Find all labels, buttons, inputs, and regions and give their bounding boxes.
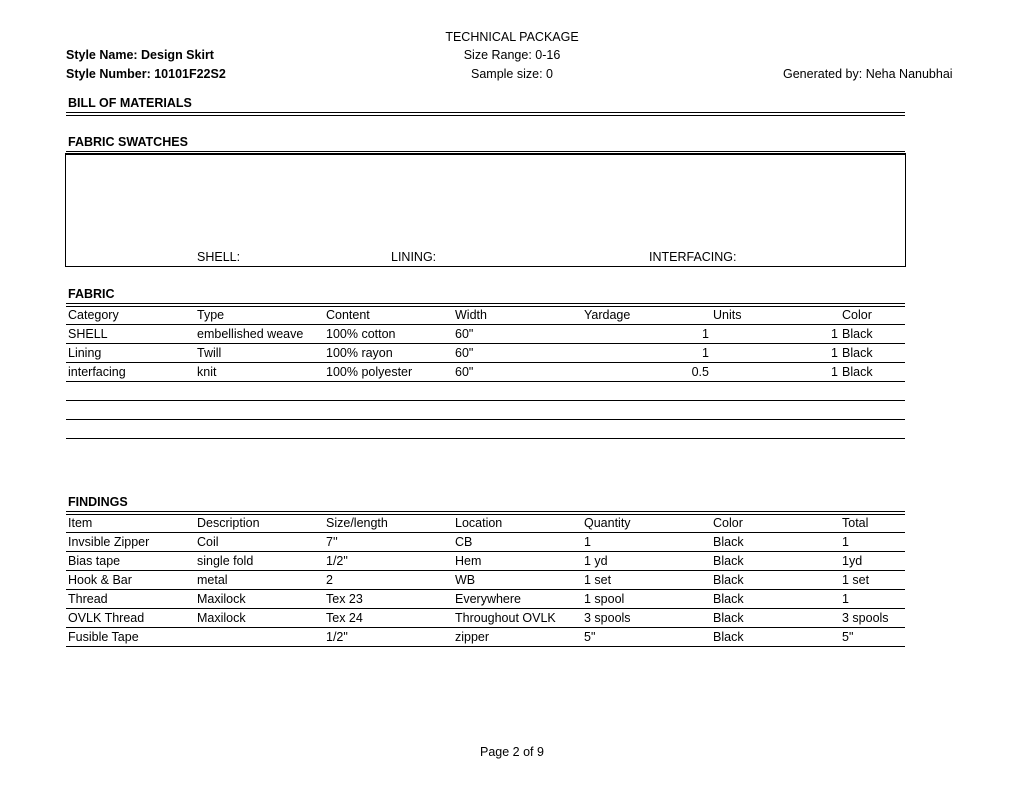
cell-category: interfacing — [68, 365, 126, 379]
cell-units: 1 — [831, 327, 838, 341]
cell-size: 1/2" — [326, 630, 348, 644]
cell-item: Thread — [68, 592, 108, 606]
style-name: Style Name: Design Skirt — [66, 48, 214, 62]
cell-item: Bias tape — [68, 554, 121, 568]
cell-location: CB — [455, 535, 473, 549]
cell-type: Twill — [197, 346, 222, 360]
column-header: Item — [68, 516, 93, 530]
bill-of-materials-heading: BILL OF MATERIALS — [68, 96, 192, 110]
cell-total: 1 — [842, 535, 849, 549]
cell-description: Maxilock — [197, 611, 246, 625]
table-header-row — [66, 306, 905, 325]
column-header: Yardage — [584, 308, 631, 322]
cell-description: Maxilock — [197, 592, 246, 606]
style-number: Style Number: 10101F22S2 — [66, 67, 226, 81]
cell-quantity: 1 spool — [584, 592, 625, 606]
column-header: Location — [455, 516, 503, 530]
cell-content: 100% rayon — [326, 346, 393, 360]
cell-location: zipper — [455, 630, 490, 644]
column-header: Size/length — [326, 516, 388, 530]
sample-size: Sample size: 0 — [471, 67, 553, 81]
page-number: Page 2 of 9 — [480, 745, 544, 759]
table-row — [66, 590, 905, 609]
table-row — [66, 533, 905, 552]
cell-total: 5" — [842, 630, 854, 644]
table-row — [66, 571, 905, 590]
cell-location: Hem — [455, 554, 482, 568]
cell-item: OVLK Thread — [68, 611, 145, 625]
empty-row — [66, 401, 905, 420]
generated-by: Generated by: Neha Nanubhai — [783, 67, 953, 81]
cell-color: Black — [713, 611, 744, 625]
empty-row — [66, 420, 905, 439]
column-header: Units — [713, 308, 742, 322]
cell-item: Fusible Tape — [68, 630, 139, 644]
cell-description: Coil — [197, 535, 219, 549]
cell-description: metal — [197, 573, 228, 587]
swatch-shell-label: SHELL: — [197, 250, 241, 264]
cell-color: Black — [842, 365, 873, 379]
table-row — [66, 363, 905, 382]
cell-width: 60" — [455, 327, 474, 341]
document-title: TECHNICAL PACKAGE — [445, 30, 579, 44]
cell-units: 1 — [831, 346, 838, 360]
table-row — [66, 628, 905, 647]
cell-location: Throughout OVLK — [455, 611, 556, 625]
empty-row — [66, 382, 905, 401]
cell-category: SHELL — [68, 327, 108, 341]
table-row — [66, 609, 905, 628]
fabric-swatch-box — [65, 153, 906, 267]
column-header: Color — [713, 516, 743, 530]
cell-width: 60" — [455, 365, 474, 379]
findings-table — [66, 514, 905, 647]
cell-size: 7'' — [326, 535, 338, 549]
column-header: Total — [842, 516, 869, 530]
cell-size: 2 — [326, 573, 333, 587]
cell-total: 1yd — [842, 554, 863, 568]
table-row — [66, 344, 905, 363]
cell-color: Black — [842, 346, 873, 360]
cell-size: Tex 24 — [326, 611, 363, 625]
column-header: Width — [455, 308, 487, 322]
cell-content: 100% polyester — [326, 365, 413, 379]
cell-size: 1/2" — [326, 554, 348, 568]
cell-total: 3 spools — [842, 611, 889, 625]
cell-quantity: 1 yd — [584, 554, 608, 568]
cell-description: single fold — [197, 554, 254, 568]
column-header: Quantity — [584, 516, 631, 530]
cell-location: WB — [455, 573, 476, 587]
cell-yardage: 1 — [702, 327, 709, 341]
cell-color: Black — [713, 592, 744, 606]
cell-color: Black — [713, 630, 744, 644]
cell-quantity: 3 spools — [584, 611, 631, 625]
cell-yardage: 1 — [702, 346, 709, 360]
cell-yardage: 0.5 — [691, 365, 709, 379]
swatch-interfacing-label: INTERFACING: — [649, 250, 737, 264]
cell-location: Everywhere — [455, 592, 521, 606]
cell-width: 60" — [455, 346, 474, 360]
fabric-swatches-heading: FABRIC SWATCHES — [68, 135, 188, 149]
cell-type: knit — [197, 365, 217, 379]
cell-quantity: 5" — [584, 630, 596, 644]
column-header: Type — [197, 308, 225, 322]
table-row — [66, 552, 905, 571]
cell-color: Black — [713, 554, 744, 568]
swatch-lining-label: LINING: — [391, 250, 437, 264]
cell-item: Hook & Bar — [68, 573, 132, 587]
cell-color: Black — [713, 535, 744, 549]
column-header: Description — [197, 516, 260, 530]
column-header: Color — [842, 308, 872, 322]
table-header-row — [66, 514, 905, 533]
cell-total: 1 — [842, 592, 849, 606]
fabric-heading: FABRIC — [68, 287, 115, 301]
cell-item: Invsible Zipper — [68, 535, 150, 549]
cell-quantity: 1 — [584, 535, 591, 549]
table-row — [66, 325, 905, 344]
cell-type: embellished weave — [197, 327, 304, 341]
column-header: Category — [68, 308, 119, 322]
column-header: Content — [326, 308, 370, 322]
cell-units: 1 — [831, 365, 838, 379]
fabric-table — [66, 306, 905, 439]
divider — [66, 112, 905, 116]
findings-heading: FINDINGS — [68, 495, 128, 509]
cell-content: 100% cotton — [326, 327, 396, 341]
size-range: Size Range: 0-16 — [463, 48, 561, 62]
cell-size: Tex 23 — [326, 592, 363, 606]
cell-total: 1 set — [842, 573, 870, 587]
cell-color: Black — [713, 573, 744, 587]
cell-quantity: 1 set — [584, 573, 612, 587]
cell-category: Lining — [68, 346, 102, 360]
cell-color: Black — [842, 327, 873, 341]
